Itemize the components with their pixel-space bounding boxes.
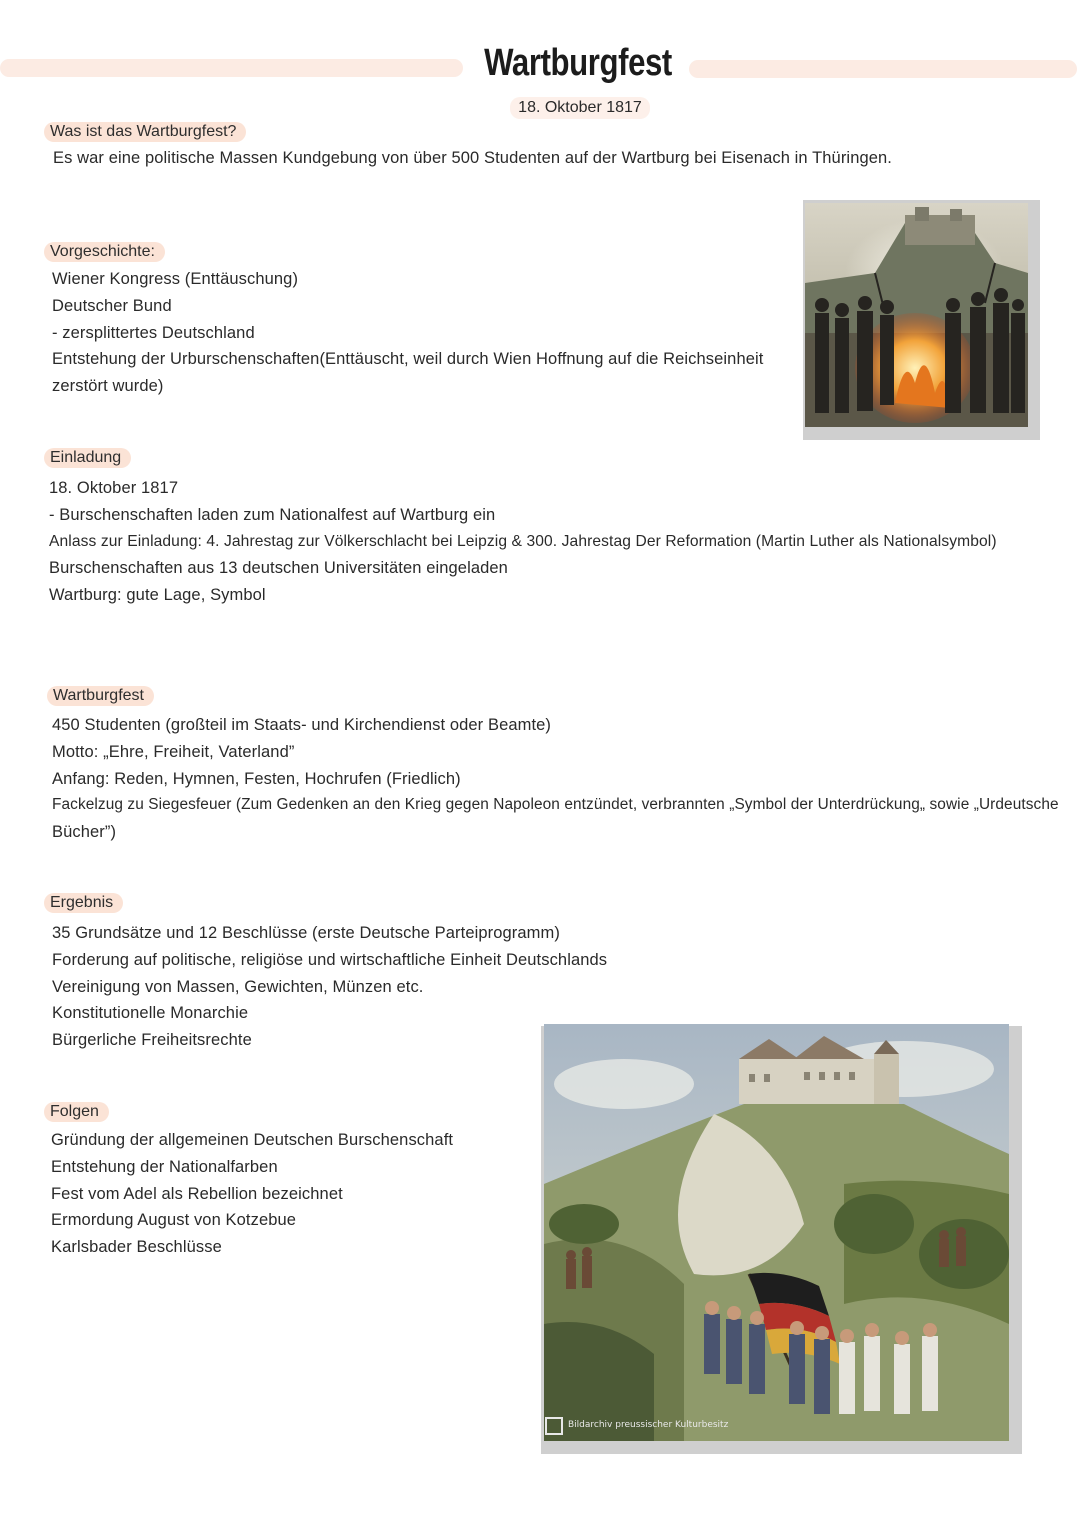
section-folgen-body: [51, 1127, 453, 1261]
text-line: 18. Oktober 1817: [49, 479, 179, 497]
heading-wartburgfest: Wartburgfest: [47, 686, 154, 706]
section-was-body: [53, 145, 892, 172]
heading-einladung: Einladung: [44, 448, 131, 468]
text-line: Forderung auf politische, religiöse und wirtschaftliche Einheit Deutschlands: [52, 950, 608, 969]
section-vorgeschichte-body: [52, 266, 763, 400]
section-ergebnis-body: [52, 920, 607, 1054]
decorative-bar-right: [689, 60, 1077, 78]
text-line: Bücher”): [52, 823, 117, 842]
bonfire-illustration: [805, 203, 1028, 427]
text-line: Bürgerliche Freiheitsrechte: [52, 1031, 252, 1050]
text-line: Entstehung der Urburschenschaften(Enttäuscht, weil durch Wien Hoffnung auf die Reichseinheit: [52, 350, 764, 369]
text-line: 35 Grundsätze und 12 Beschlüsse (erste Deutsche Parteiprogramm): [52, 924, 560, 942]
page-date: 18. Oktober 1817: [510, 97, 650, 119]
text-line: Ermordung August von Kotzebue: [51, 1211, 297, 1230]
section-wartburgfest-body: [52, 712, 1059, 846]
text-line: Gründung der allgemeinen Deutschen Burschenschaft: [51, 1131, 454, 1149]
bonfire-scene-svg: [805, 203, 1028, 427]
text-line: Anfang: Reden, Hymnen, Festen, Hochrufen (Friedlich): [52, 769, 461, 788]
text-line: Wiener Kongress (Enttäuschung): [52, 270, 299, 288]
text-line: Wartburg: gute Lage, Symbol: [49, 586, 266, 605]
text-line: Motto: „Ehre, Freiheit, Vaterland”: [52, 742, 295, 761]
text-line: - zersplittertes Deutschland: [52, 323, 255, 342]
text-line: zerstört wurde): [52, 377, 164, 396]
image-credit: Bildarchiv preussischer Kulturbesitz: [568, 1420, 729, 1430]
text-line: - Burschenschaften laden zum Nationalfest auf Wartburg ein: [49, 505, 496, 524]
text-line: Konstitutionelle Monarchie: [52, 1004, 249, 1023]
text-line: Burschenschaften aus 13 deutschen Universitäten eingeladen: [49, 559, 508, 578]
page-title: Wartburgfest: [484, 42, 672, 84]
heading-vorgeschichte: Vorgeschichte:: [44, 242, 165, 262]
text-line: Entstehung der Nationalfarben: [51, 1157, 278, 1176]
text-line: Vereinigung von Massen, Gewichten, Münzen etc.: [52, 977, 424, 996]
heading-ergebnis: Ergebnis: [44, 893, 123, 913]
decorative-bar-left: [0, 59, 463, 77]
procession-scene-svg: [544, 1024, 1009, 1441]
text-line: Deutscher Bund: [52, 296, 172, 315]
heading-folgen: Folgen: [44, 1102, 109, 1122]
text-line: Fest vom Adel als Rebellion bezeichnet: [51, 1184, 343, 1203]
text-line: Fackelzug zu Siegesfeuer (Zum Gedenken an den Krieg gegen Napoleon entzündet, verbrannten „Symbol der Unterdrückung„ sowie „Urdeutsche: [52, 796, 1059, 814]
procession-illustration: [544, 1024, 1009, 1441]
heading-was: Was ist das Wartburgfest?: [44, 122, 246, 142]
text-line: Anlass zur Einladung: 4. Jahrestag zur Völkerschlacht bei Leipzig & 300. Jahrestag Der Reformation (Martin Luther als Nationalsymbol): [49, 532, 997, 550]
text-line: Es war eine politische Massen Kundgebung von über 500 Studenten auf der Wartburg bei Eisenach in Thüringen.: [53, 149, 892, 167]
section-einladung-body: [49, 475, 997, 609]
text-line: 450 Studenten (großteil im Staats- und Kirchendienst oder Beamte): [52, 716, 552, 734]
text-line: Karlsbader Beschlüsse: [51, 1238, 222, 1257]
